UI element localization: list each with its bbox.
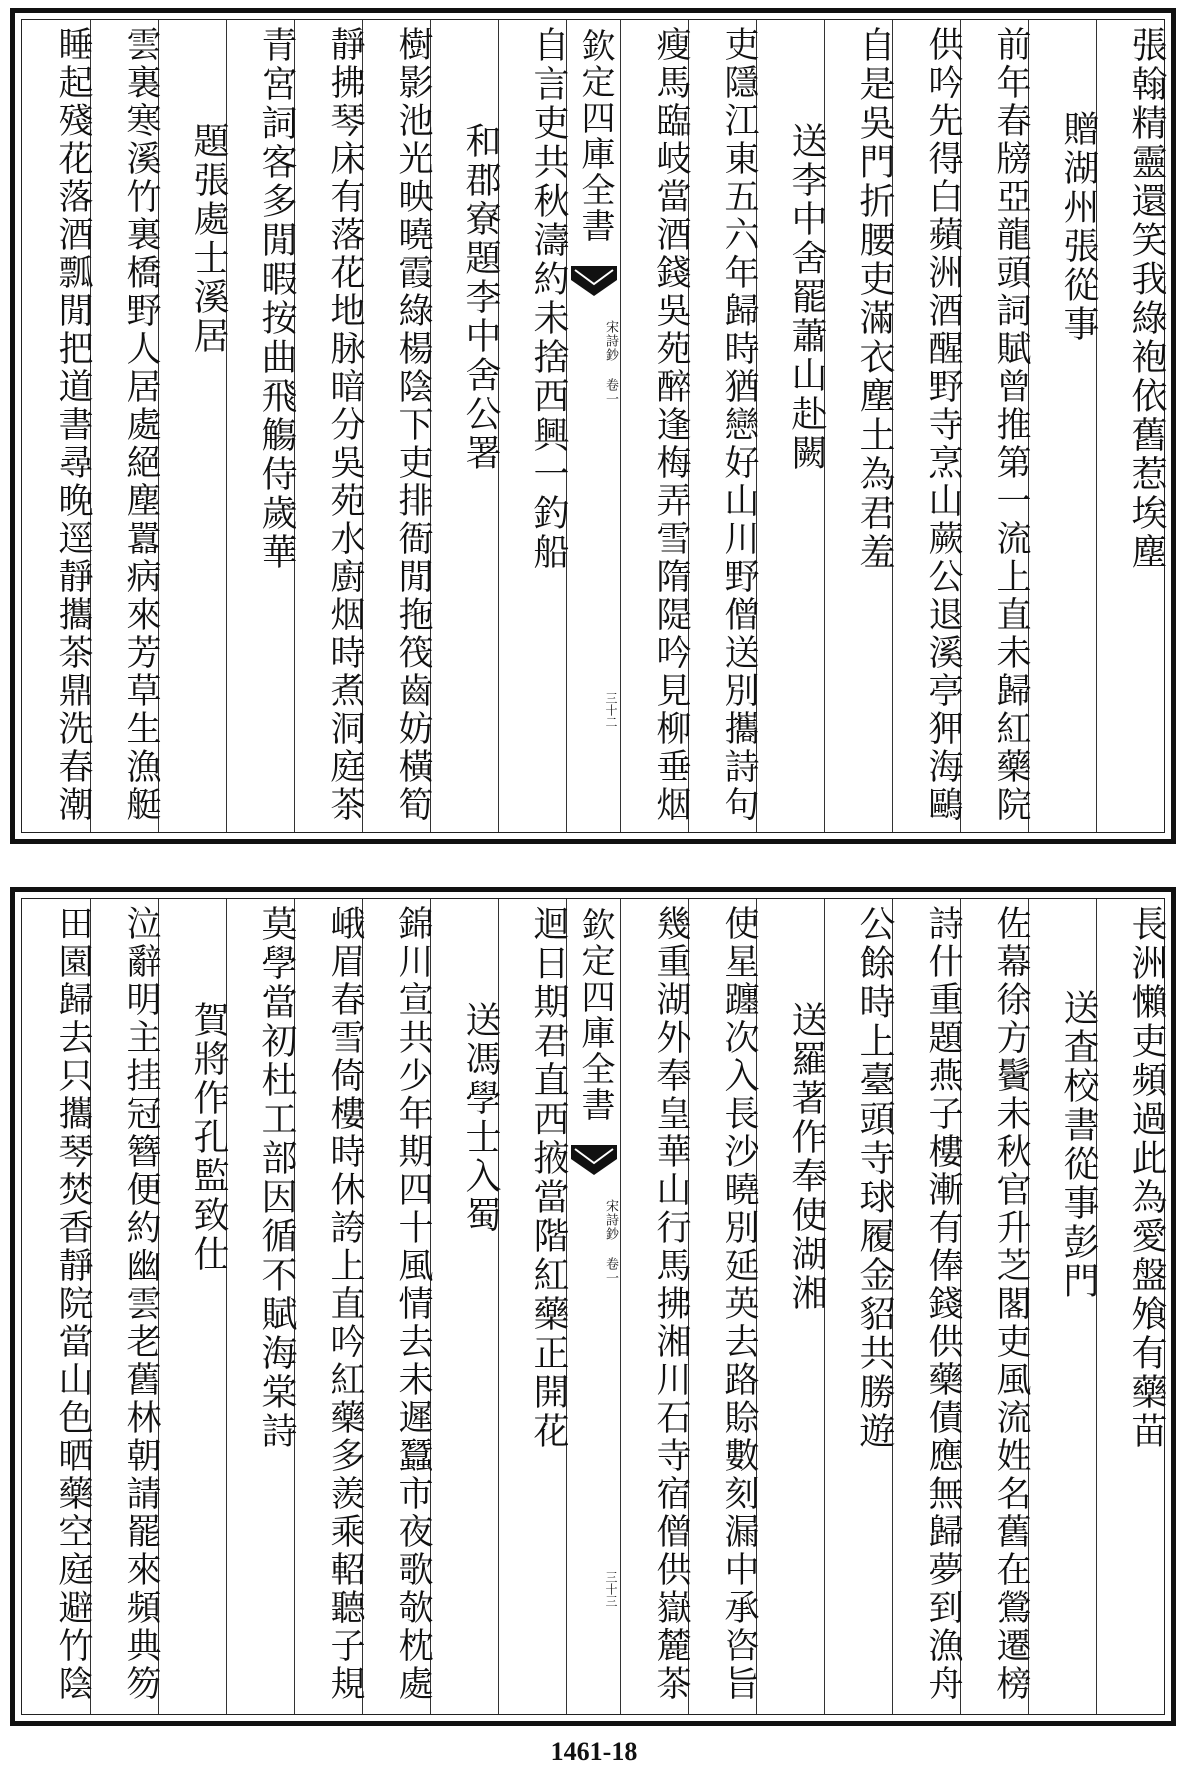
text-column: 睡起殘花落酒瓢閒把道書尋晚逕靜攜茶鼎洗春潮 <box>53 26 93 824</box>
bottom-page-inner <box>21 898 1165 1715</box>
bottom-col-4 <box>892 899 963 1714</box>
text-column: 樹影池光映曉霞綠楊陰下吏排衙閒拖筏齒妨橫筍 <box>393 26 433 824</box>
text-column: 田園歸去只攜琴焚香靜院當山色晒藥空庭避竹陰 <box>53 905 93 1703</box>
top-col-11 <box>362 20 433 832</box>
bottom-col-9 <box>498 899 569 1714</box>
text-column-title: 送羅著作奉使湖湘 <box>786 1001 827 1313</box>
text-column: 雲裏寒溪竹裏橋野人居處絕塵囂病來芳草生漁艇 <box>121 26 161 824</box>
text-column-title: 贈湖州張從事 <box>1058 110 1099 344</box>
text-column-title: 和郡寮題李中舍公署 <box>460 122 501 473</box>
top-col-14 <box>158 20 229 832</box>
bottom-col-16 <box>22 899 93 1714</box>
bottom-center-gutter <box>566 899 620 1714</box>
center-page-number: 三十二 <box>604 692 618 728</box>
text-column: 長洲懶吏頻過此為愛盤飧有藥苗 <box>1126 905 1167 1451</box>
page-footer-number: 1461-18 <box>550 1737 638 1766</box>
top-col-8 <box>620 20 691 832</box>
center-page-number: 三十三 <box>604 1571 618 1607</box>
text-column: 吏隱江東五六年歸時猶戀好山川野僧送別攜詩句 <box>719 26 759 824</box>
bottom-col-10 <box>430 899 501 1714</box>
bottom-col-1 <box>1096 899 1167 1714</box>
top-center-gutter <box>566 20 620 832</box>
top-col-7 <box>688 20 759 832</box>
text-column: 迴日期君直西掖當階紅藥正開花 <box>528 905 569 1451</box>
top-col-15 <box>90 20 161 832</box>
top-col-2 <box>1028 20 1099 832</box>
text-column: 錦川宣共少年期四十風情去未遲蠶市夜歌欹枕處 <box>393 905 433 1703</box>
bottom-col-5 <box>824 899 895 1714</box>
text-column-title: 送李中舍罷蕭山赴闕 <box>786 122 827 473</box>
top-col-12 <box>294 20 365 832</box>
text-column: 靜拂琴床有落花地脉暗分吳苑水廚烟時煮洞庭茶 <box>325 26 365 824</box>
top-col-16 <box>22 20 93 832</box>
text-column: 使星躔次入長沙曉別延英去路賒數刻漏中承咨旨 <box>719 905 759 1703</box>
bottom-col-2 <box>1028 899 1099 1714</box>
center-subtitle: 宋詩鈔 卷一 <box>603 320 618 406</box>
top-page-frame <box>10 8 1176 844</box>
text-column-title: 題張處士溪居 <box>188 122 229 356</box>
top-col-3 <box>960 20 1031 832</box>
text-column: 公餘時上臺頭寺球履金貂共勝遊 <box>854 905 895 1451</box>
top-page-inner <box>21 19 1165 833</box>
top-col-6 <box>756 20 827 832</box>
top-col-1 <box>1096 20 1167 832</box>
text-column: 青宮詞客多閒暇按曲飛觴侍歲華 <box>256 26 297 572</box>
text-column-title: 送馮學士入蜀 <box>460 1001 501 1235</box>
bottom-col-15 <box>90 899 161 1714</box>
bottom-col-13 <box>226 899 297 1714</box>
text-column: 供吟先得白蘋洲酒醒野寺烹山蕨公退溪亭狎海鷗 <box>923 26 963 824</box>
bottom-page-frame <box>10 887 1176 1726</box>
top-col-9 <box>498 20 569 832</box>
bottom-col-3 <box>960 899 1031 1714</box>
text-column-title: 賀將作孔監致仕 <box>188 1001 229 1274</box>
bottom-col-11 <box>362 899 433 1714</box>
top-col-13 <box>226 20 297 832</box>
text-column: 泣辭明主挂冠簪便約幽雲老舊林朝請罷來頻典笏 <box>121 905 161 1703</box>
center-title: 欽定四庫全書 <box>575 28 615 244</box>
text-column: 自是吳門折腰吏滿衣塵土為君羞 <box>854 26 895 572</box>
text-column: 自言吏共秋濤約未捨西興一釣船 <box>528 26 569 572</box>
top-col-10 <box>430 20 501 832</box>
text-column: 張翰精靈還笑我綠袍依舊惹埃塵 <box>1126 26 1167 572</box>
text-column: 幾重湖外奉皇華山行馬拂湘川石寺宿僧供嶽麓茶 <box>651 905 691 1703</box>
fish-tail-mark <box>571 266 617 296</box>
center-title: 欽定四庫全書 <box>575 907 615 1123</box>
bottom-col-6 <box>756 899 827 1714</box>
center-subtitle: 宋詩鈔 卷一 <box>603 1199 618 1285</box>
text-column: 瘦馬臨岐當酒錢吳苑醉逢梅弄雪隋隄吟見柳垂烟 <box>651 26 691 824</box>
top-col-4 <box>892 20 963 832</box>
bottom-col-8 <box>620 899 691 1714</box>
text-column: 佐幕徐方鬢未秋官升芝閣吏風流姓名舊在鶯遷榜 <box>991 905 1031 1703</box>
bottom-col-14 <box>158 899 229 1714</box>
text-column: 前年春牓亞龍頭詞賦曾推第一流上直未歸紅藥院 <box>991 26 1031 824</box>
fish-tail-mark <box>571 1145 617 1175</box>
text-column: 莫學當初杜工部因循不賦海棠詩 <box>256 905 297 1451</box>
bottom-col-7 <box>688 899 759 1714</box>
text-column: 詩什重題燕子樓漸有俸錢供藥債應無歸夢到漁舟 <box>923 905 963 1703</box>
top-col-5 <box>824 20 895 832</box>
text-column-title: 送査校書從事彭門 <box>1058 989 1099 1301</box>
bottom-col-12 <box>294 899 365 1714</box>
text-column: 峨眉春雪倚樓時休誇上直吟紅藥多羨乘軺聽子規 <box>325 905 365 1703</box>
